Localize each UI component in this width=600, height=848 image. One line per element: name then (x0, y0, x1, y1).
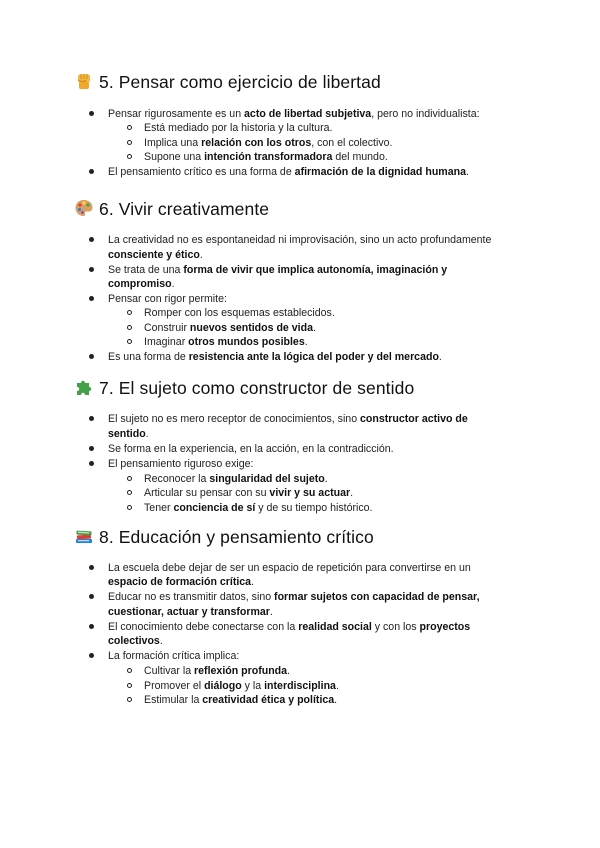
list-item-continuation: espacio de formación crítica. (108, 576, 255, 588)
list-item: Cultivar la reflexión profunda. (144, 665, 290, 677)
list-item: Está mediado por la historia y la cultura. (144, 122, 333, 134)
bullet-circle (127, 683, 132, 688)
list-item: La formación crítica implica: (108, 650, 240, 662)
list-item: Se forma en la experiencia, en la acción, en la contradicción. (108, 443, 394, 455)
list-item: Romper con los esquemas establecidos. (144, 307, 335, 319)
list-item: Promover el diálogo y la interdisciplina. (144, 680, 339, 692)
bullet-dot (89, 594, 94, 599)
palette-icon (74, 198, 94, 218)
bullet-circle (127, 668, 132, 673)
bullet-dot (89, 653, 94, 658)
list-item: El pensamiento crítico es una forma de afirmación de la dignidad humana. (108, 166, 469, 178)
bullet-dot (89, 354, 94, 359)
bullet-dot (89, 169, 94, 174)
list-item: Pensar con rigor permite: (108, 293, 227, 305)
puzzle-piece-icon (74, 377, 94, 397)
bullet-dot (89, 461, 94, 466)
section-heading (74, 70, 381, 94)
list-item: Implica una relación con los otros, con el colectivo. (144, 137, 393, 149)
list-item: Imaginar otros mundos posibles. (144, 336, 308, 348)
section-heading (74, 525, 374, 549)
list-item: Reconocer la singularidad del sujeto. (144, 473, 328, 485)
section-title: 5. Pensar como ejercicio de libertad (99, 72, 381, 92)
bullet-circle (127, 505, 132, 510)
bullet-circle (127, 339, 132, 344)
list-item: El sujeto no es mero receptor de conocimientos, sino constructor activo de (108, 413, 468, 425)
bullet-circle (127, 125, 132, 130)
bullet-circle (127, 140, 132, 145)
bullet-dot (89, 446, 94, 451)
bullet-circle (127, 490, 132, 495)
bullet-dot (89, 416, 94, 421)
list-item: Educar no es transmitir datos, sino formar sujetos con capacidad de pensar, (108, 591, 480, 603)
list-item: Estimular la creatividad ética y política. (144, 694, 338, 706)
section-heading (74, 376, 414, 400)
list-item: Construir nuevos sentidos de vida. (144, 322, 316, 334)
bullet-circle (127, 476, 132, 481)
list-item: El conocimiento debe conectarse con la realidad social y con los proyectos (108, 621, 471, 633)
list-item: Articular su pensar con su vivir y su actuar. (144, 487, 354, 499)
section-title: 7. El sujeto como constructor de sentido (99, 378, 415, 398)
list-item: El pensamiento riguroso exige: (108, 458, 254, 470)
list-item: La escuela debe dejar de ser un espacio de repetición para convertirse en un (108, 562, 471, 574)
bullet-dot (89, 565, 94, 570)
bullet-dot (89, 111, 94, 116)
section-title: 6. Vivir creativamente (99, 199, 270, 219)
bullet-circle (127, 154, 132, 159)
list-item-continuation: consciente y ético. (108, 249, 203, 261)
bullet-dot (89, 267, 94, 272)
list-item: Pensar rigurosamente es un acto de libertad subjetiva, pero no individualista: (108, 108, 480, 120)
list-item: Se trata de una forma de vivir que implica autonomía, imaginación y (108, 264, 448, 276)
bullet-dot (89, 237, 94, 242)
raised-fist-icon (74, 71, 94, 91)
section-title: 8. Educación y pensamiento crítico (99, 527, 374, 547)
bullet-circle (127, 310, 132, 315)
bullet-dot (89, 624, 94, 629)
bullet-circle (127, 325, 132, 330)
list-item-continuation: compromiso. (108, 278, 175, 290)
list-item: Tener conciencia de sí y de su tiempo histórico. (144, 502, 373, 514)
list-item-continuation: cuestionar, actuar y transformar. (108, 606, 273, 618)
bullet-dot (89, 296, 94, 301)
list-item-continuation: colectivos. (108, 635, 163, 647)
list-item: Es una forma de resistencia ante la lógica del poder y del mercado. (108, 351, 442, 363)
list-item-continuation: sentido. (108, 428, 149, 440)
books-icon (74, 526, 94, 546)
bullet-circle (127, 697, 132, 702)
list-item: Supone una intención transformadora del mundo. (144, 151, 388, 163)
section-heading (74, 197, 269, 221)
list-item: La creatividad no es espontaneidad ni improvisación, sino un acto profundamente (108, 234, 492, 246)
